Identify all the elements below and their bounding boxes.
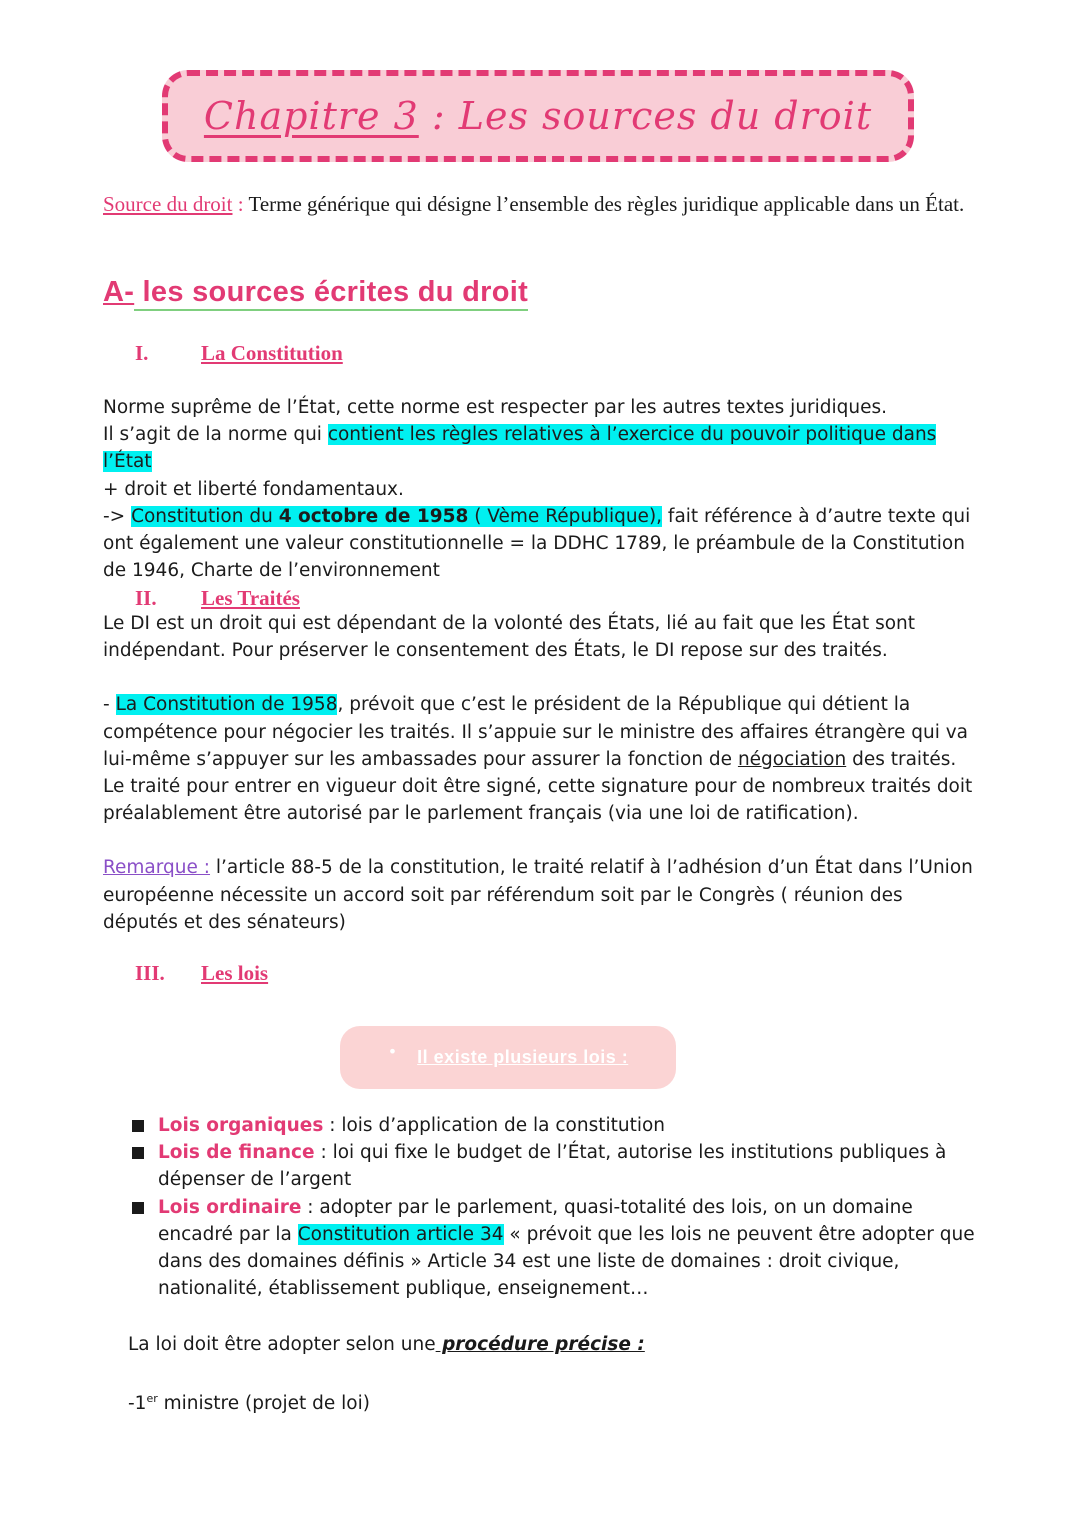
law-desc: : adopter par le parlement, quasi-totalité des lois, on un domaine encadré par la [158,1196,913,1245]
highlighted-text [131,506,662,527]
square-bullet-icon [132,1120,144,1132]
heading-constitution [135,341,343,366]
list-item [132,1112,992,1139]
constitution-text [103,394,983,584]
callout-text: Il existe plusieurs lois : [417,1047,629,1067]
lois-callout [340,1026,676,1089]
heading-label: Les Traités [201,586,300,610]
section-a-title: les sources écrites du droit [134,276,528,311]
definition-separator: : [232,192,249,216]
section-a-heading [103,276,528,309]
square-bullet-icon [132,1147,144,1159]
remark-paragraph [103,854,983,936]
heading-number: I. [135,341,149,365]
highlighted-text: La Constitution de 1958 [115,694,338,716]
remark-label: Remarque : [103,857,211,879]
paragraph [103,503,983,585]
heading-number: III. [135,961,165,985]
law-name: Lois de finance [158,1142,315,1164]
procedure-emphasis: procédure précise : [435,1334,645,1355]
text-run: ministre (projet de loi) [157,1393,370,1415]
text-run: des traités. Le traité pour entrer en vigueur doit être signé, cette signature pour de nombreux traités doit préalablement être autorisé par le parlement français (via une loi de ratification). [103,748,973,825]
underlined-text: négociation [737,748,847,770]
heading-number: II. [135,586,157,610]
heading-label: Les lois [201,961,269,985]
text-run: ( Vème République), [468,505,663,527]
heading-lois [135,961,268,986]
chapter-title [204,94,872,138]
paragraph [103,691,983,827]
definition-term: Source du droit [103,192,233,216]
square-bullet-icon [132,1202,144,1214]
list-item-text [158,1112,992,1139]
list-item-text [158,1194,992,1303]
definition [103,190,983,218]
heading-traites [135,586,300,611]
highlighted-text: Constitution article 34 [297,1223,504,1245]
paragraph [103,421,983,503]
text-run: , prévoit que c’est le président de la République qui détient la compétence pour négocier les traités. Il s’appuie sur le ministre des affaires étrangère qui va lui-même s’appuyer sur les ambassades pour assurer la fonction de [103,694,969,770]
superscript: er [146,1392,158,1405]
highlighted-text: contient les règles relatives à l’exercice du pouvoir politique dans l’État [103,424,937,473]
list-item-text [158,1139,992,1193]
bold-date: 4 octobre de 1958 [278,505,469,527]
law-desc: « prévoit que les lois ne peuvent être adopter que dans des domaines définis » Article 34 est une liste de domaines : droit civique, nationalité, établissement publique, enseignement… [158,1223,975,1300]
chapter-number: Chapitre 3 [203,94,419,138]
text-run: + droit et liberté fondamentaux. [103,478,404,500]
paragraph: Norme suprême de l’État, cette norme est respecter par les autres textes juridiques. [103,397,888,418]
text-run: La loi doit être adopter selon une [128,1334,436,1355]
text-run: -1 [128,1393,147,1415]
section-a-prefix: A- [103,276,135,308]
law-name: Lois organiques [158,1115,324,1136]
chapter-title-text: : Les sources du droit [418,94,873,138]
law-name: Lois ordinaire [158,1196,302,1218]
procedure-step [128,1385,370,1417]
chapter-title-box [162,70,914,162]
law-desc: : loi qui fixe le budget de l’État, autorise les institutions publiques à dépenser de l’argent [158,1142,947,1191]
bullet-icon: • [387,1042,398,1061]
list-item [132,1139,992,1193]
text-run: fait référence à d’autre texte qui ont également une valeur constitutionnelle = la DDHC 1789, le préambule de la Constitution de 1946, Charte de l’environnement [103,505,971,582]
law-desc: : lois d’application de la constitution [323,1115,666,1136]
list-item [132,1194,992,1303]
arrow-text: -> [103,505,132,527]
text-run: Constitution du [131,505,279,527]
paragraph: Le DI est un droit qui est dépendant de la volonté des États, lié au fait que les État sont indépendant. Pour préserver le consentement des États, le DI repose sur des traités. [103,613,916,662]
traites-text [103,610,983,936]
remark-text: l’article 88-5 de la constitution, le traité relatif à l’adhésion d’un État dans l’Union européenne nécessite un accord soit par référendum soit par le Congrès ( réunion des députés et des sénateurs) [103,857,973,933]
text-run: - [103,694,116,716]
heading-label: La Constitution [201,341,343,365]
procedure-line [128,1331,645,1358]
text-run: Il s’agit de la norme qui [103,424,328,446]
definition-text: Terme générique qui désigne l’ensemble des règles juridique applicable dans un État. [248,192,965,216]
laws-list [132,1112,992,1302]
